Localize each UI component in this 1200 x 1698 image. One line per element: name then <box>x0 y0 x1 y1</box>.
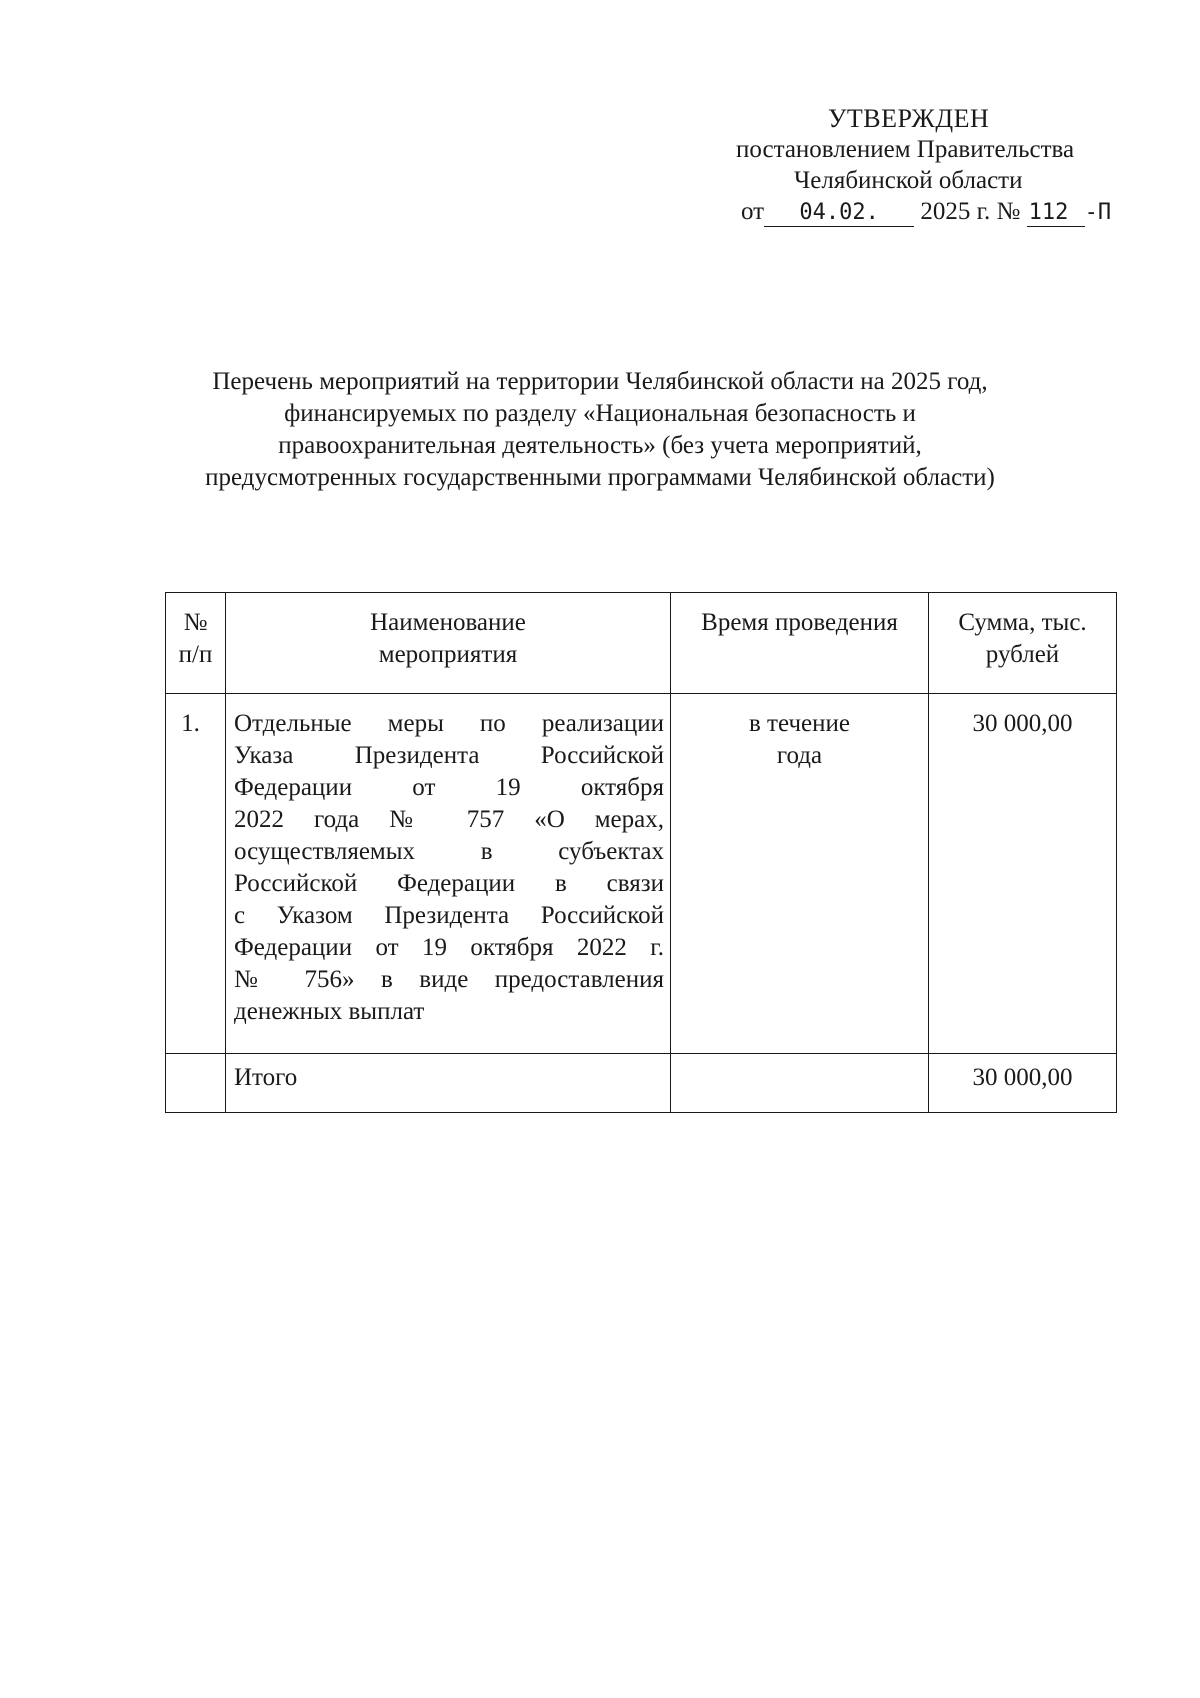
document-title-line: правоохранительная деятельность» (без учета мероприятий, <box>278 432 922 459</box>
total-num-empty <box>166 1054 226 1113</box>
total-time-empty <box>671 1054 929 1113</box>
row-sum: 30 000,00 <box>929 694 1117 1054</box>
approval-date-line <box>700 196 1140 227</box>
number-field: 112 <box>1027 200 1085 227</box>
number-suffix: -П <box>1084 200 1112 225</box>
total-sum: 30 000,00 <box>929 1054 1117 1113</box>
event-name-line: 2022 года № 757 «О мерах, <box>234 806 664 833</box>
header-num <box>166 593 226 694</box>
header-name-line2: мероприятия <box>378 641 518 668</box>
approval-line-resolution: постановлением Правительства <box>736 136 1075 163</box>
total-label: Итого <box>226 1054 671 1113</box>
header-name-line1: Наименование <box>370 609 526 636</box>
table-row <box>166 694 1117 1054</box>
header-sum-line2: рублей <box>985 641 1060 668</box>
event-name-line: осуществляемых в субъектах <box>234 838 664 865</box>
event-name-line: Федерации от 19 октября <box>234 774 664 801</box>
row-event-name <box>226 694 671 1054</box>
year-number-label: 2025 г. № <box>920 198 1021 225</box>
row-time <box>671 694 929 1054</box>
event-name-line: Отдельные меры по реализации <box>234 710 664 737</box>
events-table <box>165 592 1117 1113</box>
table-header-row <box>166 593 1117 694</box>
header-time-line1: Время проведения <box>701 609 898 636</box>
table-total-row <box>166 1054 1117 1113</box>
date-prefix: от <box>741 198 765 225</box>
approval-block <box>700 103 1140 227</box>
time-line: в течение <box>749 710 850 737</box>
document-title <box>150 366 1050 494</box>
event-name-line: с Указом Президента Российской <box>234 902 664 929</box>
event-name-line: Российской Федерации в связи <box>234 870 664 897</box>
date-field: 04.02. <box>764 200 914 227</box>
event-name-line: № 756» в виде предоставления <box>234 966 664 993</box>
event-name-line: Федерации от 19 октября 2022 г. <box>234 934 664 961</box>
header-num-line2: п/п <box>178 641 213 668</box>
time-line: года <box>776 742 823 769</box>
event-name-line: Указа Президента Российской <box>234 742 664 769</box>
header-sum-line1: Сумма, тыс. <box>958 609 1087 636</box>
document-title-line: предусмотренных государственными программами Челябинской области) <box>205 464 995 491</box>
header-sum <box>929 593 1117 694</box>
approval-line-region: Челябинской области <box>794 167 1023 194</box>
header-name <box>226 593 671 694</box>
header-num-line1: № <box>183 609 208 636</box>
document-title-line: Перечень мероприятий на территории Челябинской области на 2025 год, <box>212 368 988 395</box>
event-name-line: денежных выплат <box>234 998 425 1025</box>
header-time <box>671 593 929 694</box>
approval-title: УТВЕРЖДЕН <box>828 104 990 133</box>
row-number: 1. <box>166 694 226 1054</box>
document-title-line: финансируемых по разделу «Национальная безопасность и <box>284 400 916 427</box>
